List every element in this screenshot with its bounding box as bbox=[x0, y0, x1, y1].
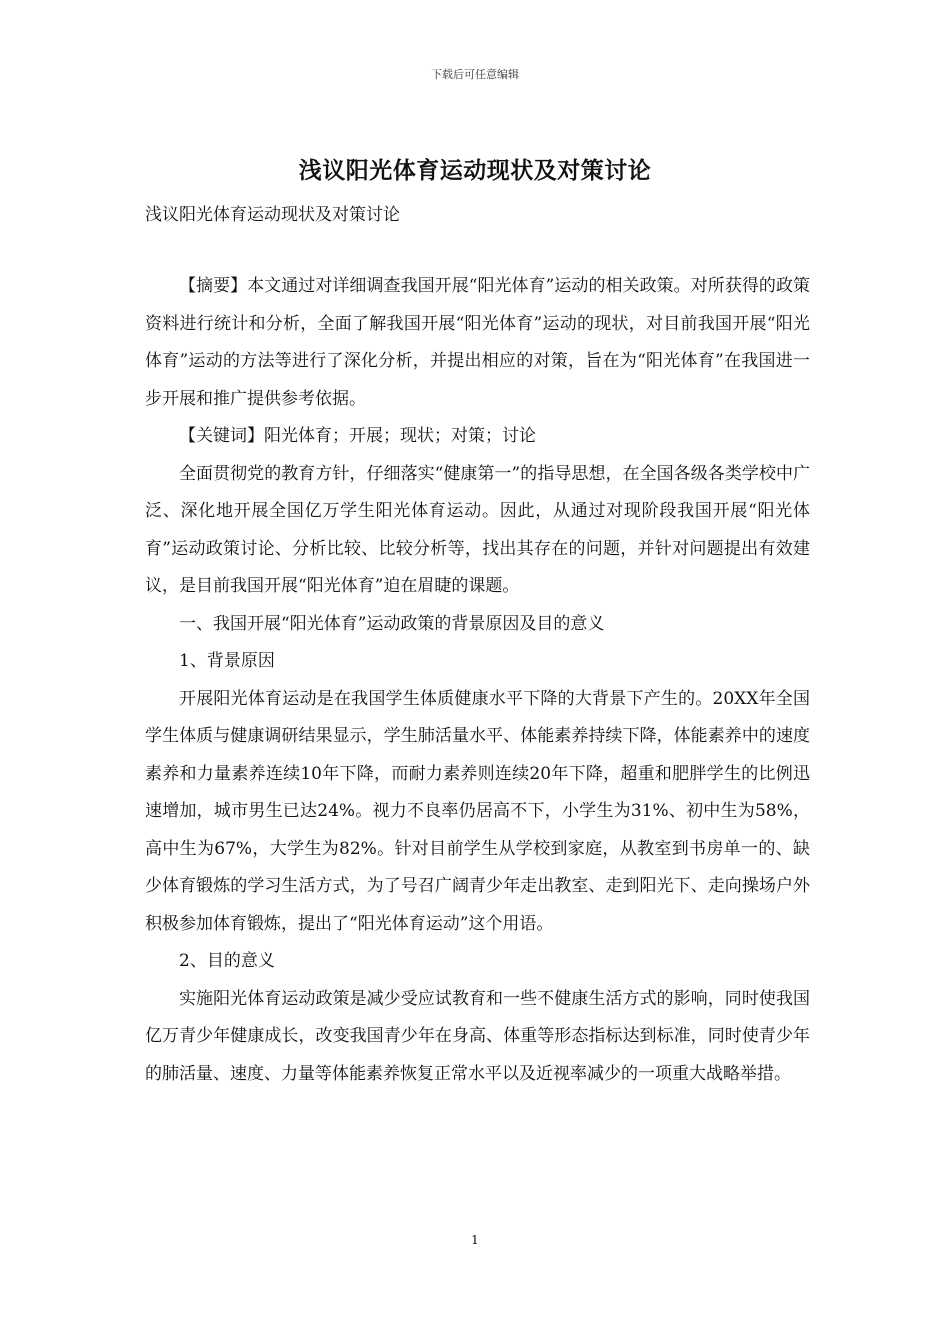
section-heading-1: 一、我国开展“阳光体育”运动政策的背景原因及目的意义 bbox=[179, 613, 605, 634]
page-number: 1 bbox=[471, 1233, 479, 1247]
document-body bbox=[145, 268, 810, 1093]
keywords-paragraph: 【关键词】阳光体育；开展；现状；对策；讨论 bbox=[179, 426, 536, 446]
intro-paragraph: 全面贯彻党的教育方针，仔细落实“健康第一”的指导思想，在全国各级各类学校中广泛、深化地开展全国亿万学生阳光体育运动。因此，从通过对现阶段我国开展“阳光体育”运动政策讨论、分析比较、比较分析等，找出其存在的问题，并针对问题提出有效建议，是目前我国开展“阳光体育”迫在眉睫的课题。 bbox=[145, 463, 810, 596]
purpose-paragraph: 实施阳光体育运动政策是减少受应试教育和一些不健康生活方式的影响，同时使我国亿万青少年健康成长，改变我国青少年在身高、体重等形态指标达到标准，同时使青少年的肺活量、速度、力量等体能素养恢复正常水平以及近视率减少的一项重大战略举措。 bbox=[145, 988, 810, 1084]
subsection-heading-background: 1、背景原因 bbox=[179, 651, 275, 671]
background-paragraph: 开展阳光体育运动是在我国学生体质健康水平下降的大背景下产生的。20XX年全国学生体质与健康调研结果显示，学生肺活量水平、体能素养持续下降，体能素养中的速度素养和力量素养连续10年下降，而耐力素养则连续20年下降，超重和肥胖学生的比例迅速增加，城市男生已达24%。视力不良率仍居高不下，小学生为31%、初中生为58%，高中生为67%，大学生为82%。针对目前学生从学校到家庭，从教室到书房单一的、缺少体育锻炼的学习生活方式，为了号召广阔青少年走出教室、走到阳光下、走向操场户外积极参加体育锻炼，提出了“阳光体育运动”这个用语。 bbox=[145, 688, 810, 934]
page-header: 下载后可任意编辑 bbox=[431, 68, 519, 81]
subsection-heading-purpose: 2、目的意义 bbox=[179, 951, 275, 971]
document-title: 浅议阳光体育运动现状及对策讨论 bbox=[298, 157, 652, 184]
document-subtitle: 浅议阳光体育运动现状及对策讨论 bbox=[145, 205, 400, 225]
abstract-paragraph: 【摘要】本文通过对详细调查我国开展“阳光体育”运动的相关政策。对所获得的政策资料进行统计和分析，全面了解我国开展“阳光体育”运动的现状，对目前我国开展“阳光体育”运动的方法等进行了深化分析，并提出相应的对策，旨在为“阳光体育”在我国进一步开展和推广提供参考依据。 bbox=[145, 276, 810, 409]
